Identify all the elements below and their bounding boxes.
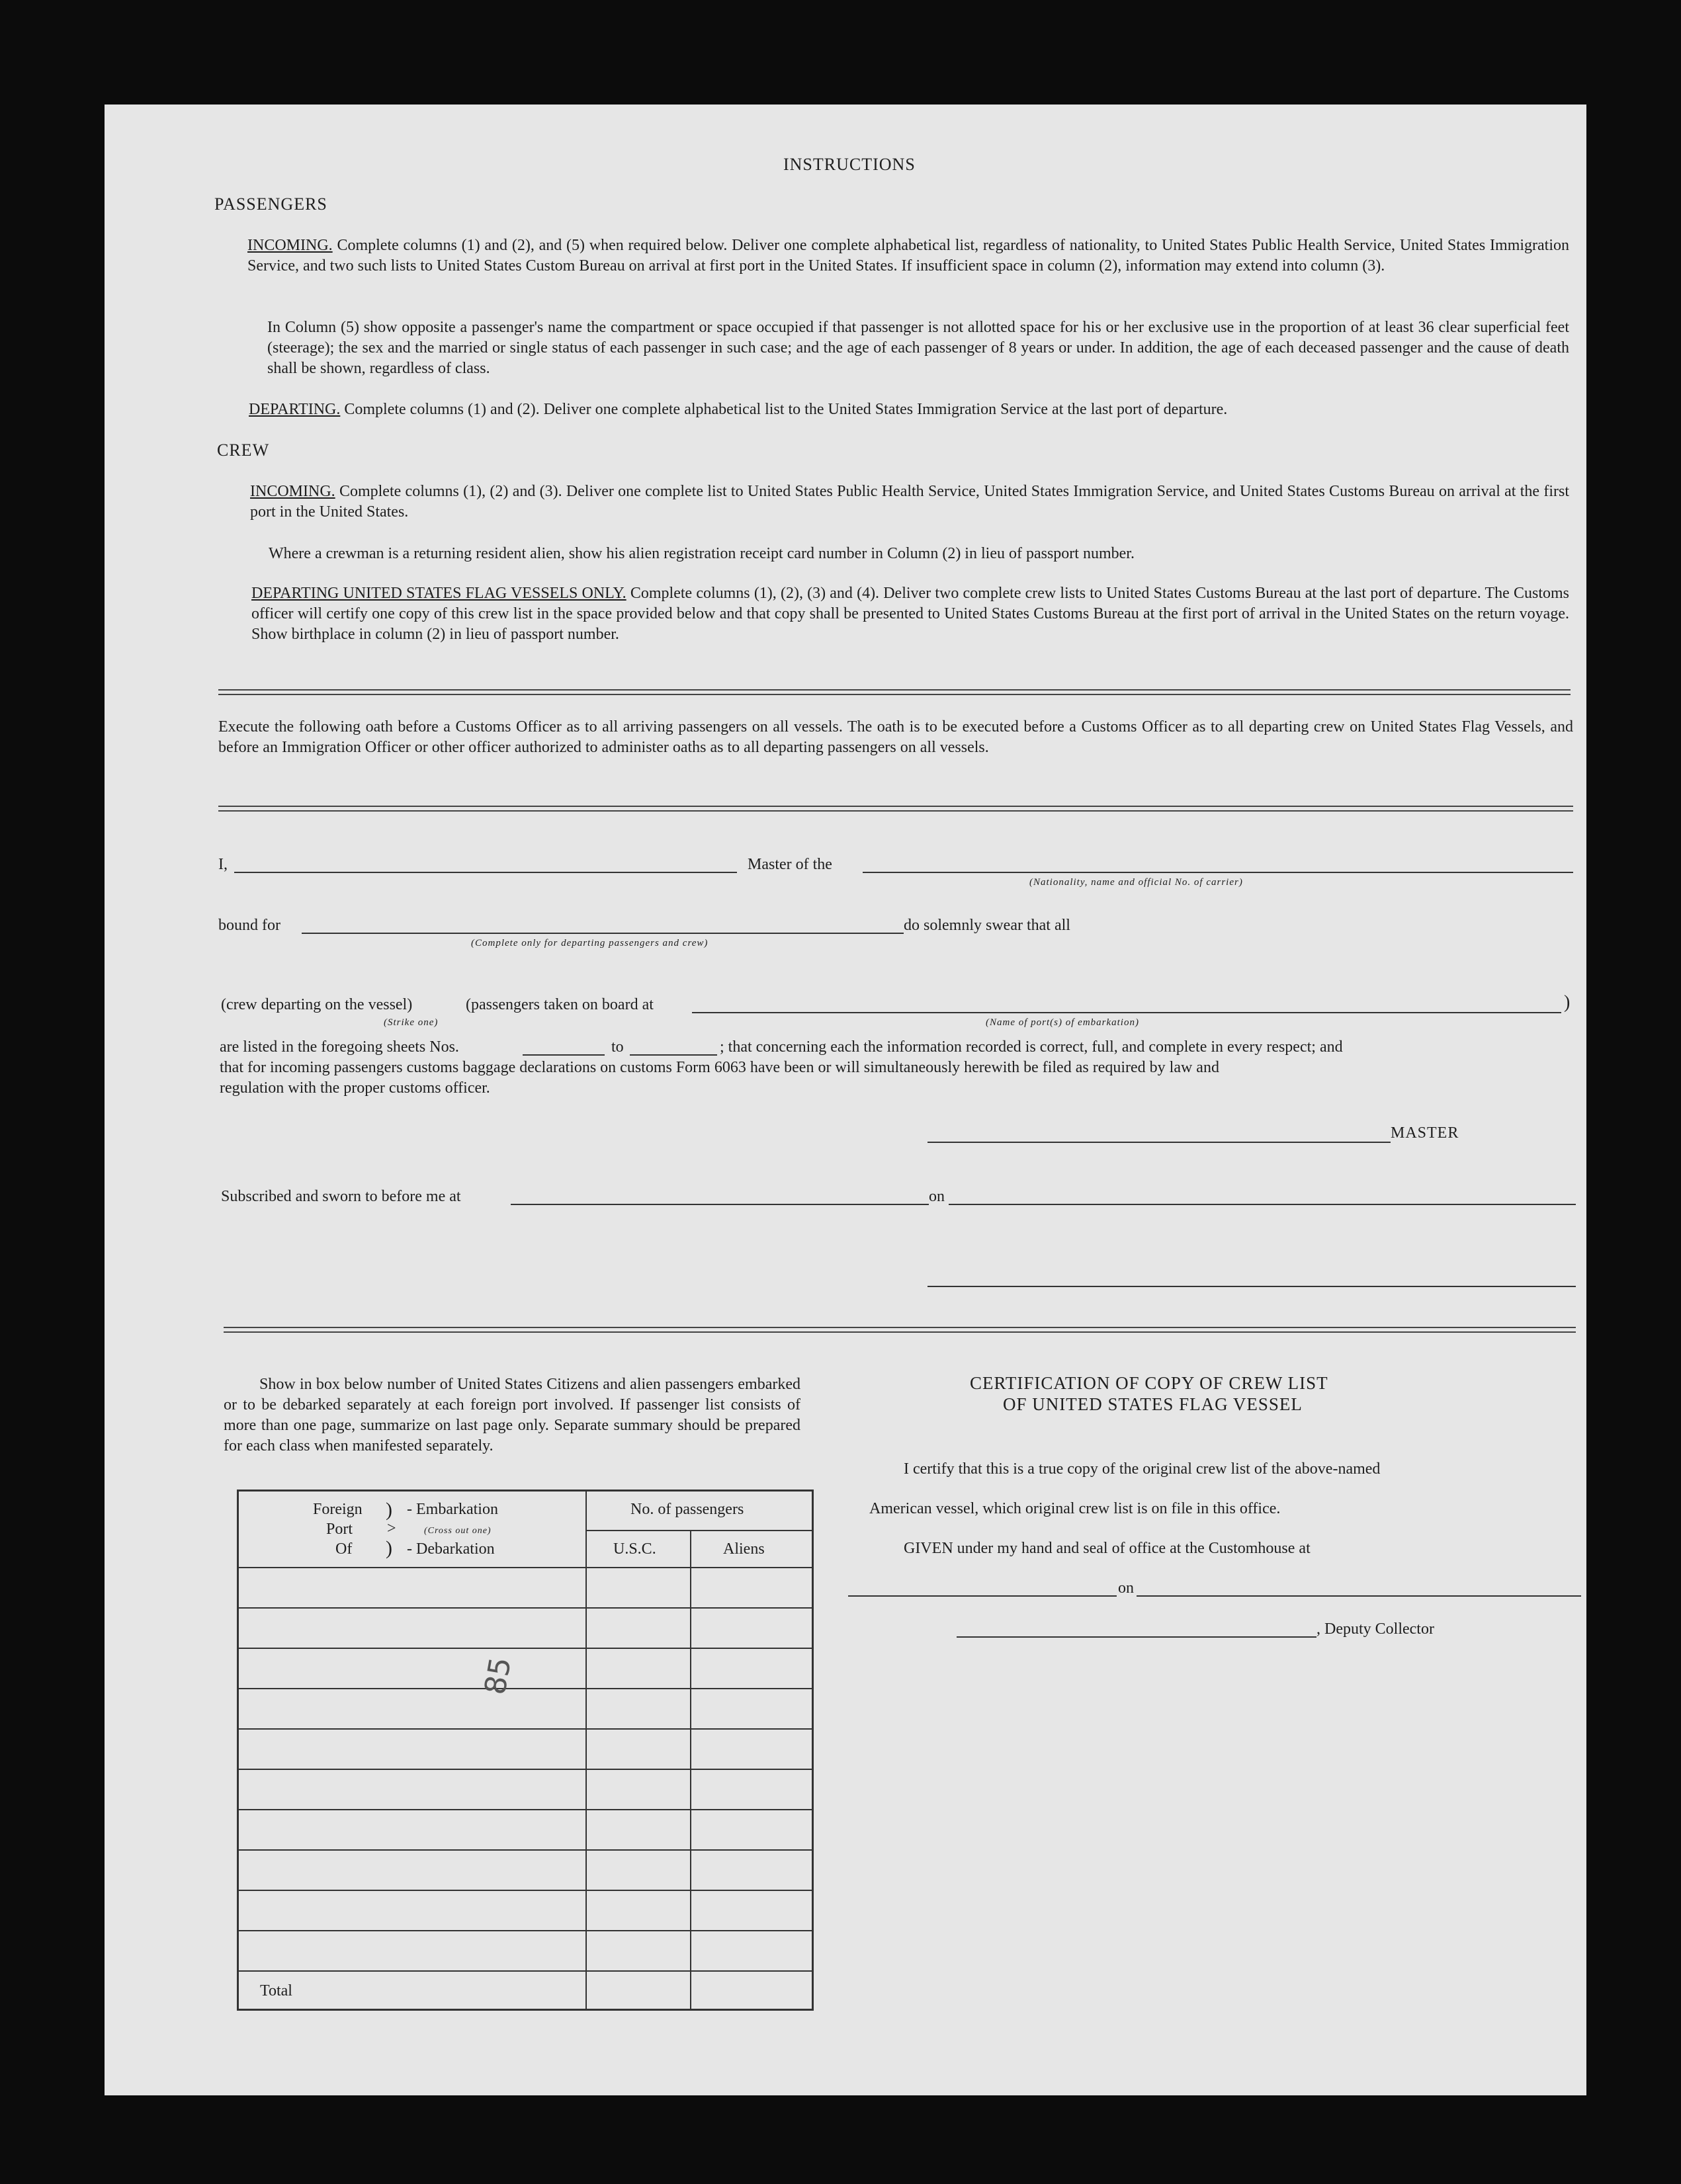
- master-name-field[interactable]: [234, 872, 737, 873]
- aliens-header: Aliens: [723, 1540, 765, 1558]
- crew-departing-text: Complete columns (1), (2), (3) and (4). Deliver two complete crew lists to United States Customs Bureau at the last port of departure. The Customs officer will certify one copy of this crew list in the space provided below and that copy shall be presented to United States Customs Bureau at the first port of arrival in the United States on the return voyage. Show birthplace in column (2) in lieu of passport number.: [251, 585, 1570, 643]
- crew-incoming-label: INCOMING.: [250, 483, 335, 500]
- col-port: Port: [326, 1521, 353, 1538]
- crew-incoming-paragraph: [250, 482, 1569, 523]
- table-row[interactable]: [239, 1730, 585, 1769]
- crew-departing-paragraph: [251, 583, 1569, 645]
- oath-master-of-label: Master of the: [748, 856, 832, 873]
- table-row[interactable]: [239, 1931, 585, 1970]
- embarkation-label[interactable]: - Embarkation: [407, 1501, 498, 1518]
- sworn-on-label: on: [929, 1188, 945, 1205]
- cross-out-caption: (Cross out one): [424, 1526, 492, 1536]
- passengers-departing-paragraph: [249, 399, 1569, 420]
- handwritten-mark: 85: [478, 1654, 518, 1697]
- master-label: MASTER: [1391, 1124, 1459, 1142]
- embarkation-port-field[interactable]: [692, 1012, 1561, 1013]
- passengers-departing-label: DEPARTING.: [249, 401, 341, 418]
- table-row[interactable]: [239, 1689, 585, 1728]
- passengers-incoming-paragraph: [247, 235, 1569, 276]
- listed-line-3: regulation with the proper customs officer.: [220, 1079, 490, 1097]
- table-row[interactable]: [239, 1810, 585, 1849]
- sheet-to-field[interactable]: [630, 1054, 717, 1056]
- total-row-label: Total: [260, 1982, 292, 1999]
- crew-incoming-text: Complete columns (1), (2) and (3). Deliver one complete list to United States Public Health Service, United States Immigration Service, and United States Customs Bureau on arrival at the first port in the United States.: [250, 483, 1570, 521]
- master-signature-field[interactable]: [927, 1142, 1391, 1143]
- passengers-taken-option: (passengers taken on board at: [466, 996, 654, 1013]
- table-row[interactable]: [239, 1891, 585, 1930]
- bound-for-caption: (Complete only for departing passengers and crew): [471, 938, 709, 948]
- divider-2: [218, 806, 1573, 812]
- bound-for-label: bound for: [218, 917, 280, 934]
- crew-departing-option: (crew departing on the vessel): [221, 996, 413, 1013]
- deputy-collector-label: , Deputy Collector: [1316, 1620, 1434, 1638]
- brace-top-icon: ): [386, 1499, 392, 1521]
- swear-text: do solemnly swear that all: [904, 917, 1070, 934]
- passengers-column5-paragraph: In Column (5) show opposite a passenger's name the compartment or space occupied if that passenger is not allotted space for his or her exclusive use in the proportion of at least 36 clear superficial feet (steerage); the sex and the married or single status of each passenger in such case; and the age of each passenger of 8 years or under. In addition, the age of each deceased passenger and the cause of death shall be shown, regardless of class.: [267, 319, 1569, 377]
- col-foreign: Foreign: [313, 1501, 363, 1518]
- certification-title-line1: CERTIFICATION OF COPY OF CREW LIST: [970, 1373, 1328, 1393]
- deputy-collector-signature-field[interactable]: [957, 1636, 1316, 1638]
- port-caption: (Name of port(s) of embarkation): [986, 1017, 1139, 1028]
- certify-line2: American vessel, which original crew list is on file in this office.: [869, 1500, 1281, 1517]
- listed-to-text: to: [611, 1038, 624, 1056]
- close-paren: ): [1564, 992, 1571, 1013]
- strike-one-caption: (Strike one): [384, 1017, 439, 1028]
- table-row[interactable]: [239, 1609, 585, 1648]
- certification-on-label: on: [1118, 1579, 1134, 1597]
- passengers-incoming-label: INCOMING.: [247, 237, 333, 254]
- given-text: GIVEN under my hand and seal of office at the Customhouse at: [904, 1540, 1311, 1557]
- table-row[interactable]: [239, 1770, 585, 1809]
- table-row[interactable]: [239, 1568, 585, 1607]
- certify-line1: I certify that this is a true copy of the original crew list of the above-named: [904, 1460, 1381, 1478]
- passengers-incoming-text: Complete columns (1) and (2), and (5) when required below. Deliver one complete alphabetical list, regardless of nationality, to United States Public Health Service, United States Immigration Service, and two such lists to United States Custom Bureau on arrival at first port in the United States. If insufficient space in column (2), information may extend into column (3).: [247, 237, 1570, 274]
- no-passengers-header: No. of passengers: [630, 1501, 744, 1518]
- sworn-date-field[interactable]: [949, 1204, 1576, 1205]
- table-row[interactable]: [239, 1851, 585, 1890]
- summary-instruction: Show in box below number of United States Citizens and alien passengers embarked or to be debarked separately at each foreign port involved. If passenger list consists of more than one page, summarize on last page only. Separate summary should be prepared for each class when manifested separately.: [224, 1376, 800, 1454]
- listed-post-text: ; that concerning each the information recorded is correct, full, and complete in every respect; and: [720, 1038, 1343, 1056]
- bound-for-field[interactable]: [302, 933, 904, 934]
- crew-departing-label: DEPARTING UNITED STATES FLAG VESSELS ONLY.: [251, 585, 626, 602]
- sworn-place-field[interactable]: [511, 1204, 929, 1205]
- passengers-section-heading: PASSENGERS: [214, 194, 327, 214]
- crew-section-heading: CREW: [217, 441, 270, 460]
- listed-line-2: that for incoming passengers customs baggage declarations on customs Form 6063 have been or will simultaneously herewith be filed as required by law and: [220, 1059, 1219, 1076]
- debarkation-label[interactable]: - Debarkation: [407, 1540, 495, 1558]
- listed-sheets-text: are listed in the foregoing sheets Nos.: [220, 1038, 459, 1056]
- col-of: Of: [335, 1540, 353, 1558]
- page-heading: INSTRUCTIONS: [783, 155, 916, 174]
- document-page: [105, 105, 1586, 2095]
- passenger-summary-table: [237, 1490, 814, 2011]
- officer-signature-field[interactable]: [927, 1286, 1576, 1287]
- crew-resident-paragraph: Where a crewman is a returning resident alien, show his alien registration receipt card number in Column (2) in lieu of passport number.: [269, 545, 1135, 562]
- carrier-field[interactable]: [863, 872, 1573, 873]
- divider-3: [224, 1327, 1576, 1333]
- carrier-field-caption: (Nationality, name and official No. of carrier): [1029, 877, 1243, 888]
- usc-header: U.S.C.: [613, 1540, 656, 1558]
- customhouse-field[interactable]: [848, 1595, 1117, 1597]
- brace-bottom-icon: ): [386, 1537, 392, 1559]
- subscribed-text: Subscribed and sworn to before me at: [221, 1188, 461, 1205]
- divider-1: [218, 689, 1571, 695]
- oath-instruction-paragraph: Execute the following oath before a Customs Officer as to all arriving passengers on all vessels. The oath is to be executed before a Customs Officer as to all departing crew on United States Flag Vessels, and before an Immigration Officer or other officer authorized to administer oaths as to all departing passengers on all vessels.: [218, 718, 1573, 756]
- passengers-departing-text: Complete columns (1) and (2). Deliver one complete alphabetical list to the United States Immigration Service at the last port of departure.: [344, 401, 1228, 418]
- certification-date-field[interactable]: [1137, 1595, 1581, 1597]
- certification-title-line2: OF UNITED STATES FLAG VESSEL: [1003, 1394, 1303, 1414]
- brace-mid-icon: >: [387, 1520, 396, 1537]
- sheet-from-field[interactable]: [523, 1054, 605, 1056]
- table-row[interactable]: [239, 1649, 585, 1688]
- oath-i-label: I,: [218, 856, 228, 873]
